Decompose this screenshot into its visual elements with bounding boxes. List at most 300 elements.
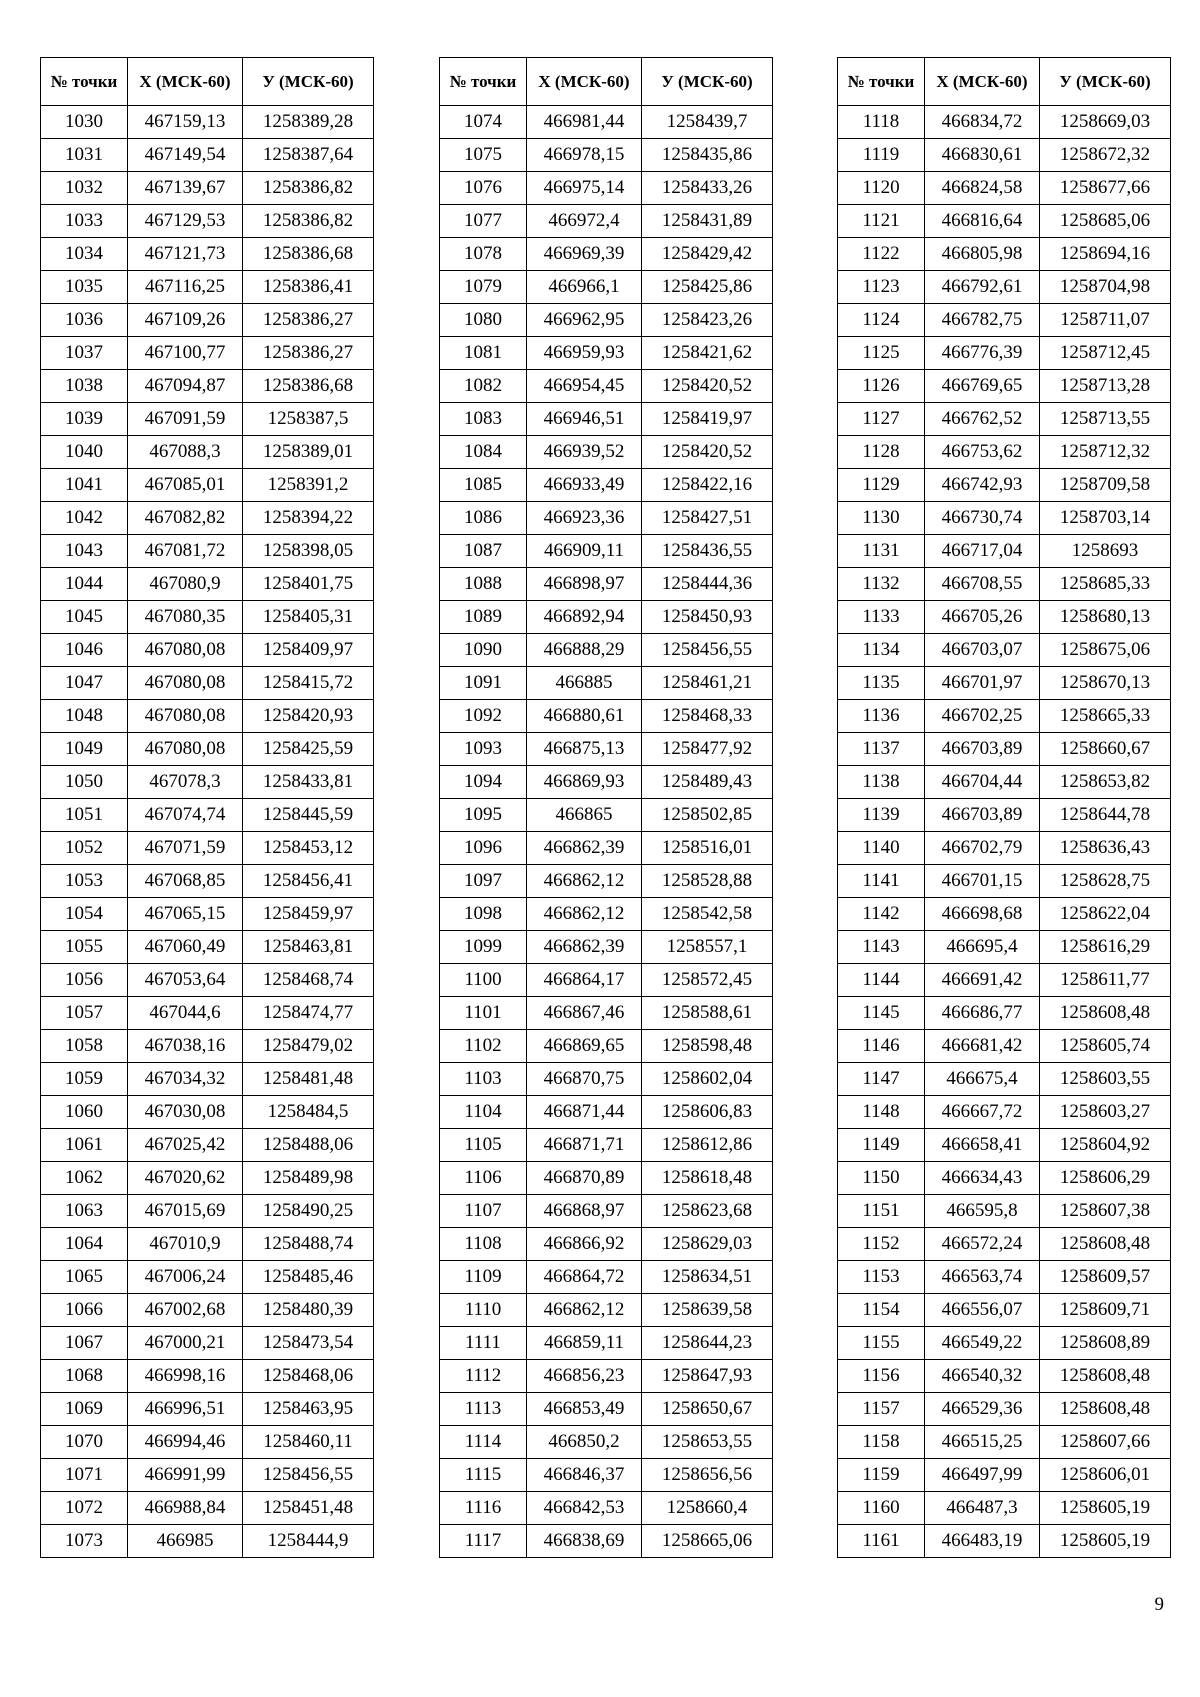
- cell-x-coordinate: 466991,99: [128, 1459, 243, 1492]
- cell-y-coordinate: 1258429,42: [642, 238, 773, 271]
- cell-point-number: 1125: [838, 337, 925, 370]
- table-row: [440, 1426, 773, 1459]
- cell-x-coordinate: 467030,08: [128, 1096, 243, 1129]
- cell-x-coordinate: 466563,74: [925, 1261, 1040, 1294]
- table-row: [41, 337, 374, 370]
- cell-y-coordinate: 1258460,11: [243, 1426, 374, 1459]
- cell-y-coordinate: 1258588,61: [642, 997, 773, 1030]
- cell-y-coordinate: 1258489,43: [642, 766, 773, 799]
- cell-point-number: 1081: [440, 337, 527, 370]
- table-row: [838, 1129, 1171, 1162]
- table-row: [41, 634, 374, 667]
- table-row: [41, 931, 374, 964]
- table-row: [440, 931, 773, 964]
- cell-point-number: 1092: [440, 700, 527, 733]
- table-row: [838, 1294, 1171, 1327]
- cell-x-coordinate: 466701,97: [925, 667, 1040, 700]
- cell-x-coordinate: 466686,77: [925, 997, 1040, 1030]
- table-row: [838, 997, 1171, 1030]
- cell-x-coordinate: 467088,3: [128, 436, 243, 469]
- header-point-number: № точки: [838, 58, 925, 106]
- cell-y-coordinate: 1258433,81: [243, 766, 374, 799]
- cell-y-coordinate: 1258607,38: [1040, 1195, 1171, 1228]
- cell-point-number: 1098: [440, 898, 527, 931]
- cell-point-number: 1060: [41, 1096, 128, 1129]
- header-point-number: № точки: [41, 58, 128, 106]
- table-row: [838, 370, 1171, 403]
- cell-y-coordinate: 1258653,55: [642, 1426, 773, 1459]
- cell-x-coordinate: 466701,15: [925, 865, 1040, 898]
- cell-y-coordinate: 1258439,7: [642, 106, 773, 139]
- cell-y-coordinate: 1258606,83: [642, 1096, 773, 1129]
- cell-y-coordinate: 1258557,1: [642, 931, 773, 964]
- cell-x-coordinate: 467100,77: [128, 337, 243, 370]
- cell-point-number: 1054: [41, 898, 128, 931]
- table-row: [838, 502, 1171, 535]
- cell-y-coordinate: 1258644,78: [1040, 799, 1171, 832]
- cell-y-coordinate: 1258628,75: [1040, 865, 1171, 898]
- cell-y-coordinate: 1258608,89: [1040, 1327, 1171, 1360]
- cell-y-coordinate: 1258421,62: [642, 337, 773, 370]
- cell-x-coordinate: 466862,12: [527, 865, 642, 898]
- table-row: [838, 238, 1171, 271]
- cell-y-coordinate: 1258394,22: [243, 502, 374, 535]
- cell-y-coordinate: 1258420,93: [243, 700, 374, 733]
- cell-y-coordinate: 1258490,25: [243, 1195, 374, 1228]
- cell-y-coordinate: 1258463,81: [243, 931, 374, 964]
- cell-y-coordinate: 1258516,01: [642, 832, 773, 865]
- cell-x-coordinate: 466556,07: [925, 1294, 1040, 1327]
- cell-x-coordinate: 466497,99: [925, 1459, 1040, 1492]
- cell-point-number: 1130: [838, 502, 925, 535]
- cell-y-coordinate: 1258435,86: [642, 139, 773, 172]
- cell-y-coordinate: 1258488,74: [243, 1228, 374, 1261]
- cell-point-number: 1064: [41, 1228, 128, 1261]
- cell-y-coordinate: 1258603,55: [1040, 1063, 1171, 1096]
- cell-y-coordinate: 1258474,77: [243, 997, 374, 1030]
- cell-point-number: 1122: [838, 238, 925, 271]
- cell-x-coordinate: 466862,39: [527, 832, 642, 865]
- cell-point-number: 1053: [41, 865, 128, 898]
- cell-point-number: 1065: [41, 1261, 128, 1294]
- cell-y-coordinate: 1258386,82: [243, 172, 374, 205]
- cell-point-number: 1104: [440, 1096, 527, 1129]
- cell-x-coordinate: 466540,32: [925, 1360, 1040, 1393]
- cell-point-number: 1110: [440, 1294, 527, 1327]
- cell-y-coordinate: 1258398,05: [243, 535, 374, 568]
- table-row: [440, 766, 773, 799]
- table-row: [838, 799, 1171, 832]
- table-row: [838, 1393, 1171, 1426]
- cell-point-number: 1151: [838, 1195, 925, 1228]
- cell-point-number: 1116: [440, 1492, 527, 1525]
- cell-y-coordinate: 1258401,75: [243, 568, 374, 601]
- cell-point-number: 1136: [838, 700, 925, 733]
- table-row: [41, 1096, 374, 1129]
- cell-point-number: 1159: [838, 1459, 925, 1492]
- cell-x-coordinate: 466805,98: [925, 238, 1040, 271]
- cell-point-number: 1101: [440, 997, 527, 1030]
- cell-y-coordinate: 1258712,45: [1040, 337, 1171, 370]
- table-row: [41, 700, 374, 733]
- header-y-coordinate: У (МСК-60): [642, 58, 773, 106]
- cell-y-coordinate: 1258711,07: [1040, 304, 1171, 337]
- cell-y-coordinate: 1258609,71: [1040, 1294, 1171, 1327]
- cell-x-coordinate: 466946,51: [527, 403, 642, 436]
- cell-y-coordinate: 1258712,32: [1040, 436, 1171, 469]
- cell-x-coordinate: 467085,01: [128, 469, 243, 502]
- cell-x-coordinate: 467159,13: [128, 106, 243, 139]
- cell-y-coordinate: 1258665,33: [1040, 700, 1171, 733]
- cell-x-coordinate: 466705,26: [925, 601, 1040, 634]
- cell-y-coordinate: 1258386,27: [243, 304, 374, 337]
- cell-x-coordinate: 466634,43: [925, 1162, 1040, 1195]
- table-body: [440, 106, 773, 1558]
- cell-y-coordinate: 1258685,06: [1040, 205, 1171, 238]
- cell-point-number: 1153: [838, 1261, 925, 1294]
- cell-x-coordinate: 466776,39: [925, 337, 1040, 370]
- cell-x-coordinate: 466762,52: [925, 403, 1040, 436]
- table-row: [838, 205, 1171, 238]
- cell-y-coordinate: 1258453,12: [243, 832, 374, 865]
- cell-point-number: 1056: [41, 964, 128, 997]
- cell-point-number: 1109: [440, 1261, 527, 1294]
- cell-x-coordinate: 466866,92: [527, 1228, 642, 1261]
- cell-point-number: 1119: [838, 139, 925, 172]
- table-row: [838, 1228, 1171, 1261]
- table-row: [440, 1030, 773, 1063]
- table-row: [41, 139, 374, 172]
- table-row: [41, 370, 374, 403]
- cell-x-coordinate: 466838,69: [527, 1525, 642, 1558]
- table-row: [838, 766, 1171, 799]
- table-row: [41, 865, 374, 898]
- cell-point-number: 1083: [440, 403, 527, 436]
- table-row: [41, 568, 374, 601]
- cell-y-coordinate: 1258389,01: [243, 436, 374, 469]
- table-row: [838, 1195, 1171, 1228]
- cell-point-number: 1039: [41, 403, 128, 436]
- cell-point-number: 1111: [440, 1327, 527, 1360]
- table-row: [440, 1195, 773, 1228]
- cell-y-coordinate: 1258647,93: [642, 1360, 773, 1393]
- cell-x-coordinate: 467000,21: [128, 1327, 243, 1360]
- cell-point-number: 1091: [440, 667, 527, 700]
- cell-point-number: 1129: [838, 469, 925, 502]
- table-row: [41, 271, 374, 304]
- table-body: [41, 106, 374, 1558]
- table-row: [440, 1525, 773, 1558]
- table-row: [41, 964, 374, 997]
- table-row: [838, 337, 1171, 370]
- cell-x-coordinate: 467002,68: [128, 1294, 243, 1327]
- cell-x-coordinate: 467082,82: [128, 502, 243, 535]
- cell-x-coordinate: 466892,94: [527, 601, 642, 634]
- table-row: [41, 1162, 374, 1195]
- cell-point-number: 1089: [440, 601, 527, 634]
- cell-y-coordinate: 1258685,33: [1040, 568, 1171, 601]
- table-row: [440, 1162, 773, 1195]
- cell-point-number: 1123: [838, 271, 925, 304]
- cell-x-coordinate: 466856,23: [527, 1360, 642, 1393]
- cell-x-coordinate: 467025,42: [128, 1129, 243, 1162]
- cell-point-number: 1152: [838, 1228, 925, 1261]
- table-row: [838, 733, 1171, 766]
- table-row: [41, 1426, 374, 1459]
- cell-y-coordinate: 1258608,48: [1040, 997, 1171, 1030]
- cell-y-coordinate: 1258468,06: [243, 1360, 374, 1393]
- cell-y-coordinate: 1258468,33: [642, 700, 773, 733]
- cell-point-number: 1059: [41, 1063, 128, 1096]
- cell-x-coordinate: 466753,62: [925, 436, 1040, 469]
- cell-point-number: 1042: [41, 502, 128, 535]
- table-row: [440, 898, 773, 931]
- table-row: [440, 1393, 773, 1426]
- cell-point-number: 1035: [41, 271, 128, 304]
- cell-point-number: 1133: [838, 601, 925, 634]
- cell-x-coordinate: 466994,46: [128, 1426, 243, 1459]
- cell-y-coordinate: 1258480,39: [243, 1294, 374, 1327]
- table-row: [41, 1030, 374, 1063]
- cell-y-coordinate: 1258703,14: [1040, 502, 1171, 535]
- cell-y-coordinate: 1258456,55: [642, 634, 773, 667]
- cell-y-coordinate: 1258608,48: [1040, 1228, 1171, 1261]
- cell-x-coordinate: 466595,8: [925, 1195, 1040, 1228]
- cell-x-coordinate: 466933,49: [527, 469, 642, 502]
- table-row: [41, 1195, 374, 1228]
- cell-x-coordinate: 466850,2: [527, 1426, 642, 1459]
- cell-y-coordinate: 1258608,48: [1040, 1393, 1171, 1426]
- cell-y-coordinate: 1258386,41: [243, 271, 374, 304]
- cell-point-number: 1094: [440, 766, 527, 799]
- cell-point-number: 1112: [440, 1360, 527, 1393]
- table-row: [41, 1360, 374, 1393]
- table-row: [41, 1393, 374, 1426]
- cell-x-coordinate: 466782,75: [925, 304, 1040, 337]
- cell-point-number: 1143: [838, 931, 925, 964]
- cell-x-coordinate: 467129,53: [128, 205, 243, 238]
- cell-x-coordinate: 467034,32: [128, 1063, 243, 1096]
- cell-point-number: 1097: [440, 865, 527, 898]
- cell-y-coordinate: 1258612,86: [642, 1129, 773, 1162]
- table-row: [838, 700, 1171, 733]
- table-row: [838, 1261, 1171, 1294]
- cell-y-coordinate: 1258484,5: [243, 1096, 374, 1129]
- table-row: [440, 832, 773, 865]
- cell-y-coordinate: 1258473,54: [243, 1327, 374, 1360]
- cell-point-number: 1144: [838, 964, 925, 997]
- cell-point-number: 1068: [41, 1360, 128, 1393]
- cell-y-coordinate: 1258415,72: [243, 667, 374, 700]
- cell-point-number: 1066: [41, 1294, 128, 1327]
- table-row: [440, 865, 773, 898]
- table-row: [41, 535, 374, 568]
- cell-y-coordinate: 1258665,06: [642, 1525, 773, 1558]
- cell-y-coordinate: 1258629,03: [642, 1228, 773, 1261]
- cell-y-coordinate: 1258542,58: [642, 898, 773, 931]
- table-row: [440, 1261, 773, 1294]
- cell-y-coordinate: 1258704,98: [1040, 271, 1171, 304]
- table-row: [440, 601, 773, 634]
- cell-point-number: 1072: [41, 1492, 128, 1525]
- cell-y-coordinate: 1258616,29: [1040, 931, 1171, 964]
- cell-x-coordinate: 466667,72: [925, 1096, 1040, 1129]
- cell-point-number: 1142: [838, 898, 925, 931]
- table-row: [440, 436, 773, 469]
- cell-x-coordinate: 466880,61: [527, 700, 642, 733]
- cell-y-coordinate: 1258677,66: [1040, 172, 1171, 205]
- cell-x-coordinate: 466962,95: [527, 304, 642, 337]
- cell-x-coordinate: 466830,61: [925, 139, 1040, 172]
- cell-point-number: 1082: [440, 370, 527, 403]
- table-row: [838, 634, 1171, 667]
- cell-y-coordinate: 1258611,77: [1040, 964, 1171, 997]
- cell-y-coordinate: 1258456,55: [243, 1459, 374, 1492]
- cell-y-coordinate: 1258623,68: [642, 1195, 773, 1228]
- cell-point-number: 1106: [440, 1162, 527, 1195]
- cell-y-coordinate: 1258607,66: [1040, 1426, 1171, 1459]
- cell-point-number: 1118: [838, 106, 925, 139]
- cell-point-number: 1148: [838, 1096, 925, 1129]
- cell-y-coordinate: 1258713,55: [1040, 403, 1171, 436]
- cell-x-coordinate: 467010,9: [128, 1228, 243, 1261]
- cell-point-number: 1157: [838, 1393, 925, 1426]
- cell-y-coordinate: 1258605,19: [1040, 1492, 1171, 1525]
- table-row: [41, 469, 374, 502]
- table-row: [838, 568, 1171, 601]
- cell-x-coordinate: 466985: [128, 1525, 243, 1558]
- cell-point-number: 1075: [440, 139, 527, 172]
- cell-y-coordinate: 1258502,85: [642, 799, 773, 832]
- cell-y-coordinate: 1258488,06: [243, 1129, 374, 1162]
- table-row: [838, 898, 1171, 931]
- cell-point-number: 1115: [440, 1459, 527, 1492]
- table-row: [838, 1096, 1171, 1129]
- cell-point-number: 1156: [838, 1360, 925, 1393]
- cell-point-number: 1131: [838, 535, 925, 568]
- cell-x-coordinate: 466658,41: [925, 1129, 1040, 1162]
- cell-point-number: 1076: [440, 172, 527, 205]
- cell-y-coordinate: 1258389,28: [243, 106, 374, 139]
- cell-y-coordinate: 1258422,16: [642, 469, 773, 502]
- cell-x-coordinate: 466698,68: [925, 898, 1040, 931]
- cell-point-number: 1080: [440, 304, 527, 337]
- cell-x-coordinate: 467109,26: [128, 304, 243, 337]
- cell-y-coordinate: 1258680,13: [1040, 601, 1171, 634]
- cell-y-coordinate: 1258431,89: [642, 205, 773, 238]
- table-row: [41, 898, 374, 931]
- coordinate-table-2: [439, 57, 773, 1558]
- cell-point-number: 1135: [838, 667, 925, 700]
- cell-y-coordinate: 1258386,27: [243, 337, 374, 370]
- cell-x-coordinate: 467091,59: [128, 403, 243, 436]
- cell-x-coordinate: 466996,51: [128, 1393, 243, 1426]
- cell-point-number: 1147: [838, 1063, 925, 1096]
- cell-point-number: 1044: [41, 568, 128, 601]
- cell-x-coordinate: 466675,4: [925, 1063, 1040, 1096]
- cell-x-coordinate: 466487,3: [925, 1492, 1040, 1525]
- cell-x-coordinate: 466691,42: [925, 964, 1040, 997]
- table-row: [41, 172, 374, 205]
- cell-x-coordinate: 466862,39: [527, 931, 642, 964]
- cell-y-coordinate: 1258489,98: [243, 1162, 374, 1195]
- cell-y-coordinate: 1258405,31: [243, 601, 374, 634]
- cell-x-coordinate: 467081,72: [128, 535, 243, 568]
- cell-y-coordinate: 1258445,59: [243, 799, 374, 832]
- cell-x-coordinate: 466859,11: [527, 1327, 642, 1360]
- cell-point-number: 1087: [440, 535, 527, 568]
- table-row: [838, 535, 1171, 568]
- cell-point-number: 1093: [440, 733, 527, 766]
- cell-x-coordinate: 467038,16: [128, 1030, 243, 1063]
- cell-x-coordinate: 466864,72: [527, 1261, 642, 1294]
- cell-x-coordinate: 466862,12: [527, 898, 642, 931]
- cell-y-coordinate: 1258694,16: [1040, 238, 1171, 271]
- cell-point-number: 1100: [440, 964, 527, 997]
- cell-x-coordinate: 466871,44: [527, 1096, 642, 1129]
- cell-x-coordinate: 467074,74: [128, 799, 243, 832]
- table-row: [41, 1129, 374, 1162]
- cell-point-number: 1120: [838, 172, 925, 205]
- table-row: [41, 436, 374, 469]
- cell-y-coordinate: 1258606,01: [1040, 1459, 1171, 1492]
- cell-x-coordinate: 467149,54: [128, 139, 243, 172]
- table-header-row: [440, 58, 773, 106]
- cell-point-number: 1127: [838, 403, 925, 436]
- cell-x-coordinate: 466898,97: [527, 568, 642, 601]
- cell-point-number: 1095: [440, 799, 527, 832]
- table-row: [838, 1459, 1171, 1492]
- table-row: [41, 766, 374, 799]
- cell-x-coordinate: 466792,61: [925, 271, 1040, 304]
- cell-x-coordinate: 466816,64: [925, 205, 1040, 238]
- table-row: [41, 1525, 374, 1558]
- cell-point-number: 1096: [440, 832, 527, 865]
- cell-point-number: 1099: [440, 931, 527, 964]
- table-row: [838, 667, 1171, 700]
- cell-x-coordinate: 466742,93: [925, 469, 1040, 502]
- table-row: [41, 403, 374, 436]
- cell-point-number: 1126: [838, 370, 925, 403]
- table-row: [838, 865, 1171, 898]
- cell-y-coordinate: 1258653,82: [1040, 766, 1171, 799]
- cell-y-coordinate: 1258644,23: [642, 1327, 773, 1360]
- table-row: [440, 964, 773, 997]
- cell-point-number: 1108: [440, 1228, 527, 1261]
- cell-y-coordinate: 1258386,82: [243, 205, 374, 238]
- cell-point-number: 1036: [41, 304, 128, 337]
- cell-x-coordinate: 466529,36: [925, 1393, 1040, 1426]
- table-row: [41, 1261, 374, 1294]
- cell-y-coordinate: 1258572,45: [642, 964, 773, 997]
- cell-x-coordinate: 466515,25: [925, 1426, 1040, 1459]
- cell-x-coordinate: 466865: [527, 799, 642, 832]
- cell-x-coordinate: 466869,93: [527, 766, 642, 799]
- cell-y-coordinate: 1258436,55: [642, 535, 773, 568]
- cell-point-number: 1032: [41, 172, 128, 205]
- cell-point-number: 1132: [838, 568, 925, 601]
- cell-y-coordinate: 1258713,28: [1040, 370, 1171, 403]
- cell-x-coordinate: 466708,55: [925, 568, 1040, 601]
- cell-y-coordinate: 1258420,52: [642, 370, 773, 403]
- table-row: [440, 1063, 773, 1096]
- cell-y-coordinate: 1258444,9: [243, 1525, 374, 1558]
- cell-point-number: 1051: [41, 799, 128, 832]
- cell-x-coordinate: 466923,36: [527, 502, 642, 535]
- cell-x-coordinate: 466730,74: [925, 502, 1040, 535]
- cell-x-coordinate: 467071,59: [128, 832, 243, 865]
- cell-y-coordinate: 1258605,19: [1040, 1525, 1171, 1558]
